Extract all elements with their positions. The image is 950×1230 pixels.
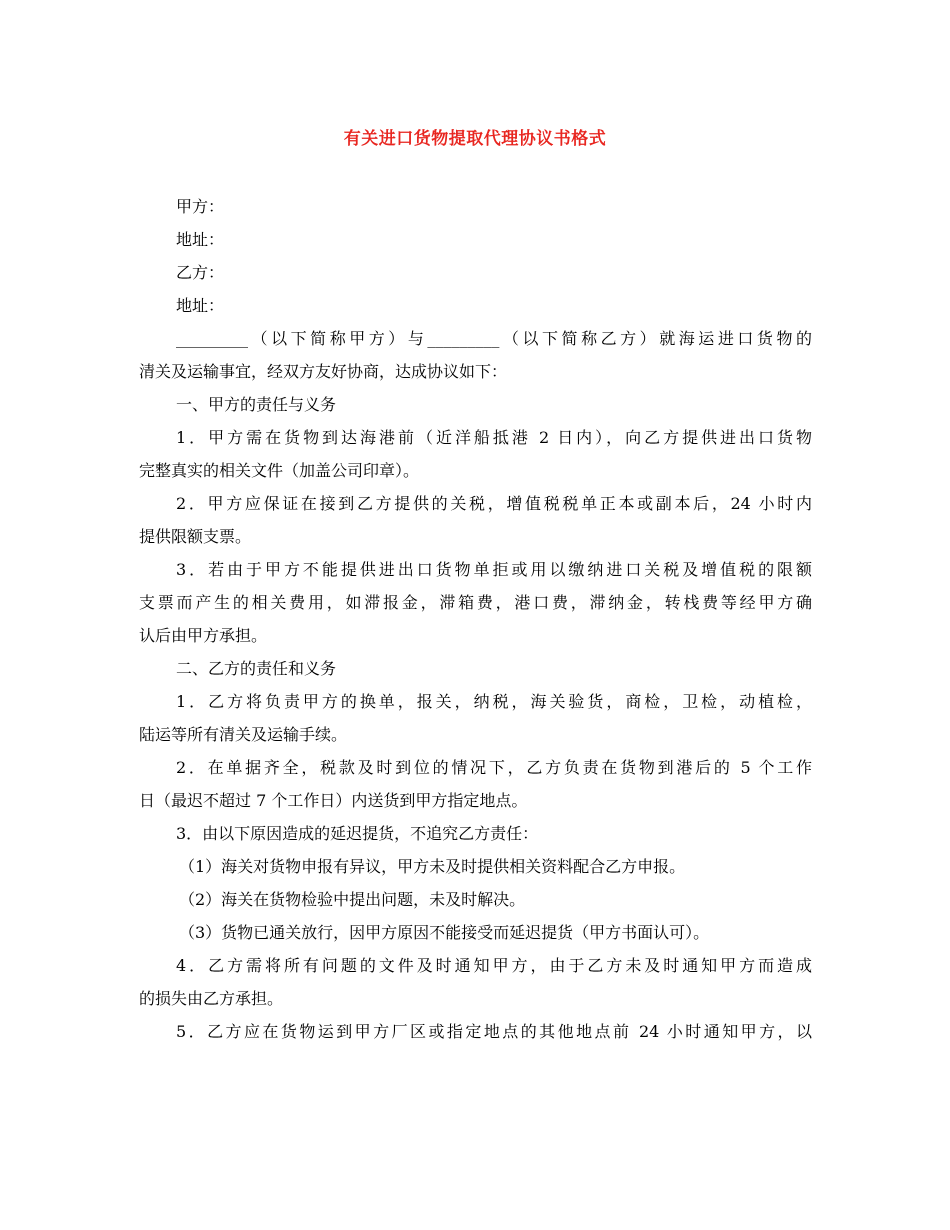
clause-line: 认后由甲方承担。 [139, 626, 268, 645]
party-a-label: 甲方： [176, 197, 225, 216]
address-a-label: 地址： [176, 230, 225, 249]
clause-line: 1．甲方需在货物到达海港前（近洋船抵港 2 日内），向乙方提供进出口货物 [176, 428, 812, 447]
address-b-label: 地址： [176, 296, 225, 315]
intro-paragraph-line: _________（以下简称甲方）与_________（以下简称乙方）就海运进口货物的 [176, 329, 812, 348]
clause-line: 2．在单据齐全，税款及时到位的情况下，乙方负责在货物到港后的 5 个工作 [176, 758, 812, 777]
clause-line: 3．由以下原因造成的延迟提货，不追究乙方责任： [176, 824, 539, 843]
clause-line: 日（最迟不超过 7 个工作日）内送货到甲方指定地点。 [139, 791, 528, 810]
clause-line: 1．乙方将负责甲方的换单，报关，纳税，海关验货，商检，卫检，动植检， [176, 692, 812, 711]
clause-line: 3．若由于甲方不能提供进出口货物单拒或用以缴纳进口关税及增值税的限额 [176, 560, 812, 579]
document-title: 有关进口货物提取代理协议书格式 [343, 129, 607, 149]
section-heading: 二、乙方的责任和义务 [176, 659, 337, 678]
party-b-label: 乙方： [176, 263, 225, 282]
intro-paragraph-line: 清关及运输事宜，经双方友好协商，达成协议如下： [139, 362, 508, 381]
document-body [139, 190, 812, 1048]
clause-line: 陆运等所有清关及运输手续。 [139, 725, 348, 744]
clause-line: 提供限额支票。 [139, 527, 252, 546]
clause-line: 2．甲方应保证在接到乙方提供的关税，增值税税单正本或副本后，24 小时内 [176, 494, 812, 513]
sub-clause-line: （2）海关在货物检验中提出问题，未及时解决。 [179, 890, 526, 909]
sub-clause-line: （3）货物已通关放行，因甲方原因不能接受而延迟提货（甲方书面认可）。 [179, 923, 710, 942]
clause-line: 4．乙方需将所有问题的文件及时通知甲方，由于乙方未及时通知甲方而造成 [176, 956, 812, 975]
clause-line: 5．乙方应在货物运到甲方厂区或指定地点的其他地点前 24 小时通知甲方，以 [176, 1022, 812, 1041]
clause-line: 完整真实的相关文件（加盖公司印章）。 [139, 461, 420, 480]
section-heading: 一、甲方的责任与义务 [176, 395, 337, 414]
clause-line: 支票而产生的相关费用，如滞报金，滞箱费，港口费，滞纳金，转栈费等经甲方确 [139, 593, 812, 612]
sub-clause-line: （1）海关对货物申报有异议，甲方未及时提供相关资料配合乙方申报。 [179, 857, 686, 876]
clause-line: 的损失由乙方承担。 [139, 989, 284, 1008]
